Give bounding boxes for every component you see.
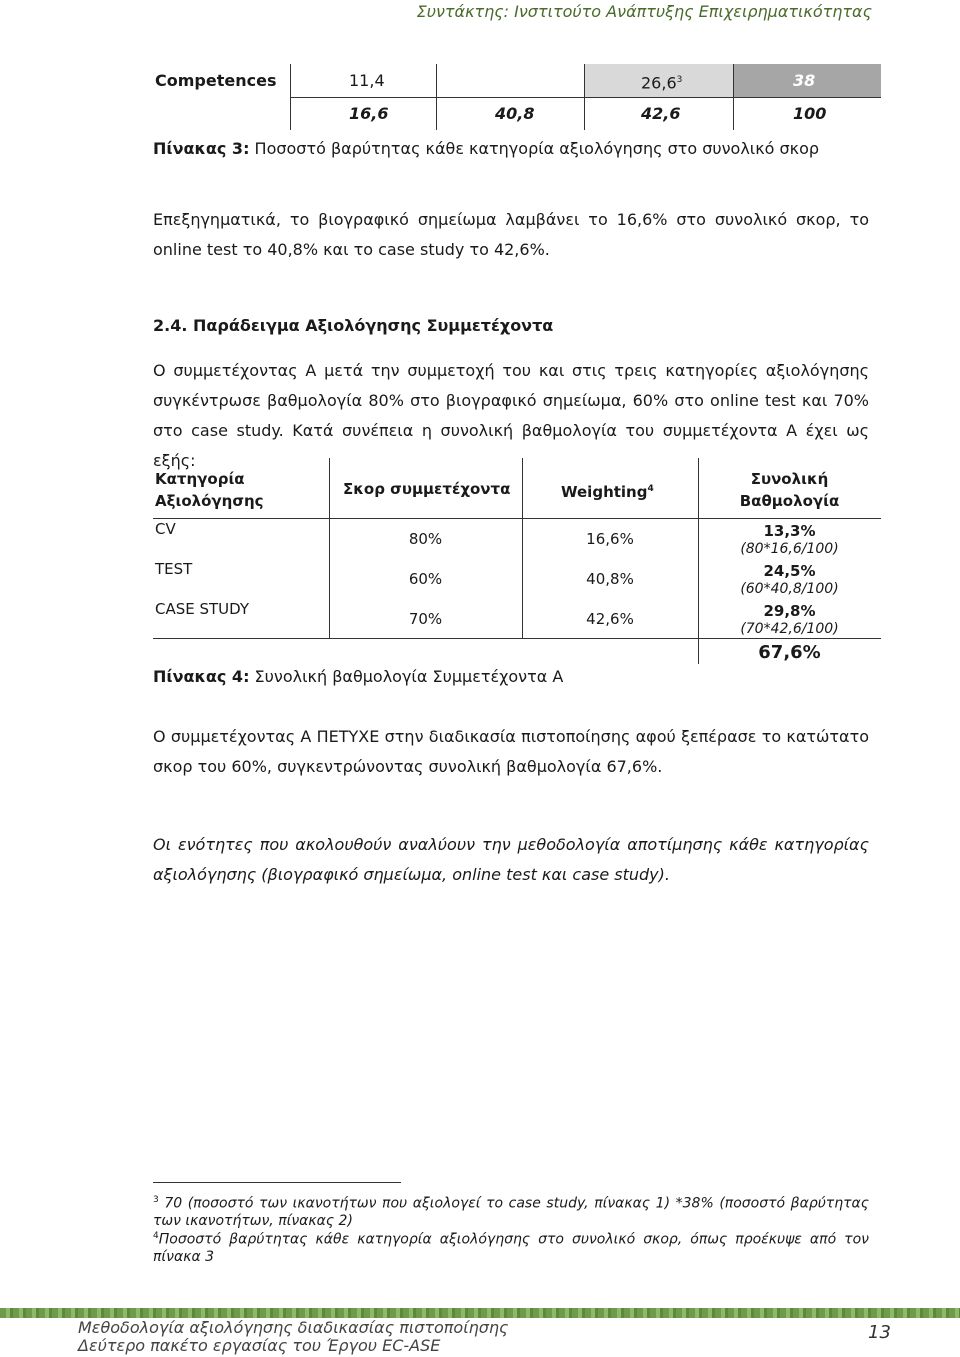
row-category: CASE STUDY bbox=[155, 600, 250, 618]
footnote-separator bbox=[153, 1182, 401, 1183]
table-cell: 42,6 bbox=[641, 104, 681, 123]
weighting-table bbox=[153, 64, 881, 130]
row-category: CV bbox=[155, 520, 176, 538]
paragraph: Επεξηγηματικά, το βιογραφικό σημείωμα λαμβάνει το 16,6% στο συνολικό σκορ, το online test το 40,8% και το case study το 42,6%. bbox=[153, 210, 869, 259]
paragraph: Ο συμμετέχοντας Α μετά την συμμετοχή του και στις τρεις κατηγορίες αξιολόγησης συγκέντρωσε βαθμολογία 80% στο βιογραφικό σημείωμα, 60% στο online test και 70% στο case study. Κατά συνέπεια η συνολική βαθμολογία του συμμετέχοντα Α έχει ως εξής: bbox=[153, 361, 869, 470]
table-cell: 38 bbox=[793, 71, 816, 90]
row-weighting: 40,8% bbox=[586, 570, 634, 588]
table-cell: 100 bbox=[793, 104, 827, 123]
paragraph: Ο συμμετέχοντας Α ΠΕΤΥΧΕ στην διαδικασία πιστοποίησης αφού ξεπέρασε το κατώτατο σκορ του 60%, συγκεντρώνοντας συνολική βαθμολογία 67,6%. bbox=[153, 727, 869, 776]
divider bbox=[153, 518, 881, 519]
column-header-weighting: Weighting$^4$ bbox=[561, 483, 654, 501]
row-total: 24,5% (60*40,8/100) bbox=[740, 562, 839, 597]
footer-rule bbox=[0, 1308, 960, 1318]
row-score: 70% bbox=[408, 610, 443, 628]
row-category: TEST bbox=[155, 560, 193, 578]
table-caption: Πίνακας 3: Ποσοστό βαρύτητας κάθε κατηγορία αξιολόγησης στο συνολικό σκορ bbox=[153, 139, 820, 158]
table-cell: 40,8 bbox=[495, 104, 535, 123]
section-title: 2.4. Παράδειγμα Αξιολόγησης Συμμετέχοντα bbox=[153, 316, 554, 335]
score-table bbox=[153, 458, 881, 668]
table-caption: Πίνακας 4: Συνολική βαθμολογία Συμμετέχοντα Α bbox=[153, 667, 564, 686]
column-header-category: Κατηγορία Αξιολόγησης bbox=[155, 470, 264, 510]
footer-title: Μεθοδολογία αξιολόγησης διαδικασίας πιστοποίησης bbox=[78, 1318, 509, 1337]
row-weighting: 42,6% bbox=[586, 610, 634, 628]
table-cell: 16,6 bbox=[349, 104, 389, 123]
row-score: 80% bbox=[408, 530, 443, 548]
grand-total: 67,6% bbox=[758, 642, 821, 663]
paragraph: Οι ενότητες που ακολουθούν αναλύουν την μεθοδολογία αποτίμησης κάθε κατηγορίας αξιολόγησης (βιογραφικό σημείωμα, online test και case study). bbox=[153, 835, 869, 884]
table-cell: 11,4 bbox=[349, 71, 385, 90]
row-total: 29,8% (70*42,6/100) bbox=[740, 602, 839, 637]
document-author-header: Συντάκτης: Ινστιτούτο Ανάπτυξης Επιχειρηματικότητας bbox=[416, 2, 872, 21]
column-header-total: Συνολική Βαθμολογία bbox=[739, 470, 840, 510]
table-cell: 26,6$^3$ bbox=[641, 73, 683, 93]
footer-subtitle: Δεύτερο πακέτο εργασίας του Έργου EC-ASE bbox=[78, 1336, 441, 1355]
row-total: 13,3% (80*16,6/100) bbox=[740, 522, 839, 557]
row-label: Competences bbox=[155, 71, 277, 90]
row-score: 60% bbox=[408, 570, 443, 588]
footnote: $^4$Ποσοστό βαρύτητας κάθε κατηγορία αξιολόγησης στο συνολικό σκορ, όπως προέκυψε από τον πίνακα 3 bbox=[153, 1231, 869, 1265]
table-row bbox=[153, 97, 881, 130]
row-weighting: 16,6% bbox=[586, 530, 634, 548]
divider bbox=[290, 97, 881, 98]
divider bbox=[153, 638, 881, 639]
table-row bbox=[153, 64, 881, 97]
page-number: 13 bbox=[868, 1322, 891, 1343]
footnote: $^3$ 70 (ποσοστό των ικανοτήτων που αξιολογεί το case study, πίνακας 1) *38% (ποσοστό βαρύτητας των ικανοτήτων, πίνακας 2) bbox=[153, 1195, 869, 1229]
column-header-score: Σκορ συμμετέχοντα bbox=[343, 480, 511, 498]
